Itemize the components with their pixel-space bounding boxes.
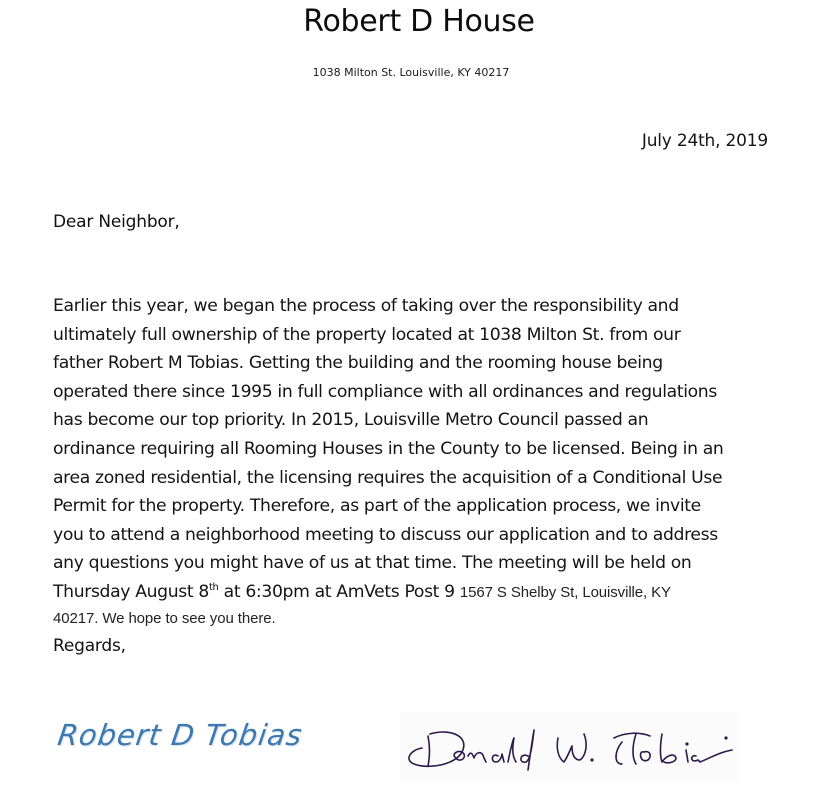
letterhead-address: 1038 Milton St. Louisville, KY 40217 (312, 66, 510, 79)
body-line: has become our top priority. In 2015, Louisville Metro Council passed an (53, 410, 649, 431)
body-line: ultimately full ownership of the property located at 1038 Milton St. from our (53, 324, 681, 345)
salutation: Dear Neighbor, (53, 212, 180, 232)
body-line: any questions you might have of us at that time. The meeting will be held on (53, 553, 692, 574)
body-line: operated there since 1995 in full compliance with all ordinances and regulations (53, 381, 717, 402)
body-line: Earlier this year, we began the process of taking over the responsibility and (53, 296, 679, 316)
handwritten-signature (400, 712, 740, 782)
body-line: father Robert M Tobias. Getting the building and the rooming house being (53, 353, 663, 374)
meeting-time-venue: at 6:30pm at AmVets Post 9 (218, 581, 460, 602)
letterhead-title: Robert D House (303, 4, 535, 39)
body-line: you to attend a neighborhood meeting to discuss our application and to address (53, 524, 718, 545)
closing-line: 40217. We hope to see you there. (53, 609, 276, 627)
meeting-date: Thursday August 8 (53, 581, 209, 602)
typed-signature: Robert D Tobias (55, 718, 305, 752)
letter-date: July 24th, 2019 (641, 131, 768, 151)
body-line: area zoned residential, the licensing requires the acquisition of a Conditional Use (53, 467, 723, 488)
letter-body (53, 292, 813, 631)
venue-address: 1567 S Shelby St, Louisville, KY (459, 583, 671, 601)
body-line: ordinance requiring all Rooming Houses in the County to be licensed. Being in an (53, 438, 724, 459)
handwritten-signature-icon (400, 712, 740, 782)
closing: Regards, (53, 636, 126, 656)
body-line: Permit for the property. Therefore, as part of the application process, we invite (53, 496, 701, 517)
meeting-line (53, 578, 813, 607)
ordinal-suffix: th (208, 581, 219, 593)
